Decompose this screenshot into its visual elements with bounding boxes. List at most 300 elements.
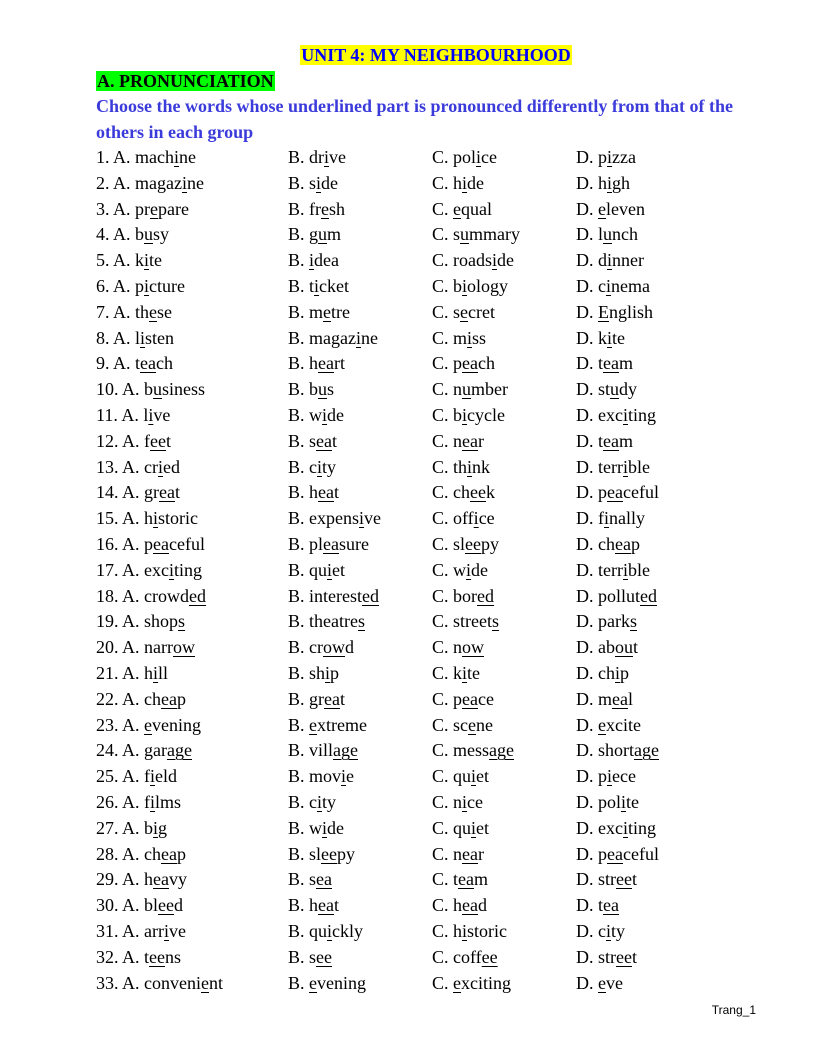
option-suffix: te — [149, 250, 163, 271]
option-suffix: gh — [612, 172, 631, 193]
option-suffix: ne — [179, 147, 197, 167]
option-prefix: B. m — [288, 301, 324, 322]
question-number: 32. — [96, 946, 123, 967]
option-prefix: B. b — [288, 379, 319, 400]
option-suffix: m — [618, 430, 633, 451]
underlined-part: s — [178, 611, 186, 632]
underlined-part: i — [462, 275, 468, 296]
option-d — [576, 377, 766, 403]
option-c — [432, 171, 576, 197]
underlined-part: i — [144, 275, 150, 296]
option-d — [576, 326, 766, 352]
option-b — [288, 635, 432, 661]
option-c — [432, 816, 576, 842]
underlined-part: i — [462, 920, 468, 941]
option-suffix: mmary — [469, 224, 521, 245]
question-row — [96, 661, 776, 687]
option-suffix: tre — [331, 301, 350, 322]
question-number: 4. — [96, 224, 114, 245]
option-prefix: B. s — [288, 172, 317, 193]
option-prefix: C. h — [432, 920, 463, 941]
underlined-part: i — [150, 791, 156, 812]
option-suffix: te — [467, 662, 481, 683]
option-prefix: D. p — [576, 843, 607, 864]
option-suffix: ting — [628, 404, 657, 425]
option-d — [576, 145, 766, 171]
underlined-part: i — [462, 791, 468, 812]
option-suffix: de — [497, 250, 515, 271]
option-d — [576, 687, 766, 713]
option-prefix: D. — [576, 198, 598, 219]
option-prefix: A. h — [122, 508, 154, 529]
option-a — [96, 584, 288, 610]
option-prefix: C. sc — [432, 714, 468, 735]
option-c — [432, 790, 576, 816]
option-suffix: mber — [471, 379, 508, 400]
underlined-part: ou — [615, 637, 633, 658]
option-suffix: qual — [461, 198, 493, 219]
option-suffix: t — [339, 688, 345, 709]
option-prefix: B. cr — [288, 637, 323, 658]
option-prefix: C. n — [432, 843, 463, 864]
option-b — [288, 687, 432, 713]
option-suffix: sy — [153, 224, 170, 245]
option-c — [432, 945, 576, 971]
option-suffix: ve — [169, 920, 187, 941]
option-a — [96, 687, 288, 713]
question-number: 30. — [96, 895, 123, 916]
underlined-part: ea — [612, 688, 628, 709]
option-b — [288, 480, 432, 506]
underlined-part: i — [471, 766, 477, 787]
option-c — [432, 248, 576, 274]
underlined-part: ea — [615, 533, 631, 554]
underlined-part: i — [466, 559, 472, 580]
underlined-part: i — [607, 766, 613, 787]
option-prefix: B. h — [288, 895, 319, 916]
underlined-part: e — [453, 198, 462, 219]
option-suffix: ckly — [332, 920, 364, 941]
option-a — [96, 971, 288, 997]
option-d — [576, 584, 766, 610]
option-suffix: ne — [476, 714, 493, 735]
underlined-part: i — [317, 456, 323, 477]
underlined-part: i — [140, 327, 146, 348]
option-d — [576, 429, 766, 455]
option-b — [288, 764, 432, 790]
option-a — [96, 790, 288, 816]
question-row — [96, 945, 776, 971]
option-suffix: m — [327, 224, 342, 245]
underlined-part: ea — [603, 895, 619, 916]
option-prefix: A. gar — [122, 740, 167, 761]
option-prefix: C. — [432, 198, 454, 219]
option-suffix: ne — [187, 172, 204, 193]
underlined-part: i — [359, 508, 365, 529]
option-prefix: D. park — [576, 611, 630, 632]
option-b — [288, 506, 432, 532]
option-prefix: C. m — [432, 327, 468, 348]
underlined-part: i — [615, 662, 621, 683]
option-suffix: ting — [628, 817, 657, 838]
option-d — [576, 248, 766, 274]
underlined-part: i — [174, 147, 180, 167]
option-a — [96, 532, 288, 558]
option-suffix: d — [478, 895, 487, 916]
option-b — [288, 222, 432, 248]
option-a — [96, 171, 288, 197]
option-prefix: D. terr — [576, 559, 623, 580]
underlined-part: ea — [159, 482, 175, 503]
option-prefix: B. w — [288, 404, 323, 425]
option-d — [576, 764, 766, 790]
option-prefix: D. t — [576, 430, 603, 451]
option-prefix: B. s — [288, 430, 317, 451]
option-prefix: B. sh — [288, 662, 326, 683]
option-prefix: C. ch — [432, 482, 470, 503]
option-prefix: B. s — [288, 869, 317, 890]
underlined-part: ea — [462, 688, 478, 709]
underlined-part: i — [322, 817, 328, 838]
option-prefix: A. f — [122, 791, 151, 812]
option-b — [288, 584, 432, 610]
option-prefix: B. — [288, 972, 310, 993]
question-number: 25. — [96, 766, 123, 787]
option-suffix: p — [630, 533, 640, 554]
option-prefix: C. h — [432, 895, 463, 916]
instruction-text: Choose the words whose underlined part is pronounced differently from that of the others in each group — [96, 96, 734, 142]
underlined-part: e — [309, 714, 318, 735]
question-number: 23. — [96, 714, 123, 735]
option-d — [576, 558, 766, 584]
option-prefix: C. street — [432, 611, 492, 632]
option-suffix: t — [334, 482, 340, 503]
option-prefix: C. w — [432, 559, 467, 580]
option-prefix: D. — [576, 972, 598, 993]
option-c — [432, 403, 576, 429]
question-row — [96, 248, 776, 274]
option-prefix: D. — [576, 714, 598, 735]
underlined-part: e — [453, 972, 462, 993]
underlined-part: i — [327, 559, 333, 580]
option-c — [432, 764, 576, 790]
option-c — [432, 197, 576, 223]
option-b — [288, 661, 432, 687]
section-heading: A. PRONUNCIATION — [97, 71, 274, 91]
option-suffix: ed — [163, 456, 181, 477]
option-suffix: ce — [467, 791, 484, 812]
question-number: 9. — [96, 353, 114, 374]
underlined-part: ed — [477, 585, 494, 606]
option-prefix: D. pol — [576, 791, 621, 812]
option-a — [96, 455, 288, 481]
option-prefix: D. p — [576, 147, 607, 167]
underlined-part: i — [169, 559, 175, 580]
option-prefix: D. d — [576, 250, 607, 271]
option-suffix: ble — [628, 456, 650, 477]
question-number: 6. — [96, 275, 114, 296]
question-number: 20. — [96, 637, 123, 658]
option-c — [432, 919, 576, 945]
option-b — [288, 300, 432, 326]
underlined-part: i — [607, 250, 613, 271]
worksheet-page — [96, 42, 776, 996]
option-prefix: A. narr — [122, 637, 173, 658]
option-suffix: se — [157, 301, 173, 322]
option-prefix: B. pl — [288, 533, 324, 554]
option-suffix: storic — [158, 508, 199, 529]
question-row — [96, 532, 776, 558]
option-prefix: B. c — [288, 791, 317, 812]
option-c — [432, 687, 576, 713]
option-prefix: C. pol — [432, 147, 477, 167]
option-suffix: ble — [628, 559, 650, 580]
option-a — [96, 945, 288, 971]
question-number: 22. — [96, 688, 123, 709]
question-number: 27. — [96, 817, 123, 838]
option-d — [576, 635, 766, 661]
underlined-part: ee — [316, 946, 332, 967]
option-suffix: de — [471, 559, 489, 580]
option-suffix: rt — [334, 353, 345, 374]
option-prefix: A. gr — [122, 482, 160, 503]
option-suffix: py — [481, 533, 499, 554]
option-prefix: B. w — [288, 817, 323, 838]
option-prefix: A. shop — [122, 611, 179, 632]
option-suffix: e — [346, 766, 355, 787]
option-a — [96, 145, 288, 171]
option-suffix: s — [327, 379, 335, 400]
option-prefix: A. exc — [122, 559, 169, 580]
option-suffix: ne — [361, 327, 378, 348]
question-row — [96, 738, 776, 764]
option-a — [96, 661, 288, 687]
question-row — [96, 558, 776, 584]
option-suffix: dea — [314, 250, 340, 271]
option-b — [288, 816, 432, 842]
question-number: 21. — [96, 662, 123, 683]
option-suffix: de — [467, 172, 485, 193]
option-prefix: A. t — [122, 946, 150, 967]
option-c — [432, 455, 576, 481]
option-prefix: A. ch — [122, 843, 162, 864]
question-row — [96, 893, 776, 919]
option-prefix: C. t — [432, 869, 459, 890]
underlined-part: ed — [362, 585, 379, 606]
option-suffix: ss — [472, 327, 487, 348]
option-prefix: D. p — [576, 482, 607, 503]
option-suffix: ty — [322, 791, 337, 812]
option-d — [576, 971, 766, 997]
option-suffix: ting — [174, 559, 203, 580]
option-suffix: d — [174, 895, 183, 916]
option-b — [288, 738, 432, 764]
option-suffix: nt — [209, 972, 224, 993]
question-number: 29. — [96, 869, 123, 890]
option-suffix: et — [476, 817, 490, 838]
underlined-part: i — [355, 327, 361, 348]
option-a — [96, 635, 288, 661]
option-prefix: C. n — [432, 637, 463, 658]
option-c — [432, 300, 576, 326]
option-prefix: B. sl — [288, 843, 322, 864]
option-prefix: C. b — [432, 404, 463, 425]
underlined-part: s — [492, 611, 500, 632]
underlined-part: ea — [161, 688, 177, 709]
option-suffix: ology — [467, 275, 509, 296]
option-suffix: l — [627, 688, 633, 709]
option-prefix: D. l — [576, 224, 603, 245]
underlined-part: e — [598, 714, 606, 735]
underlined-part: ea — [324, 688, 340, 709]
underlined-part: i — [604, 508, 610, 529]
option-suffix: nglish — [609, 301, 654, 322]
option-prefix: C. n — [432, 379, 463, 400]
option-prefix: B. s — [288, 946, 317, 967]
option-b — [288, 248, 432, 274]
question-number: 14. — [96, 482, 123, 503]
underlined-part: i — [606, 275, 612, 296]
underlined-part: ea — [462, 895, 478, 916]
option-a — [96, 609, 288, 635]
option-suffix: de — [327, 817, 345, 838]
underlined-part: age — [333, 740, 358, 761]
underlined-part: ea — [458, 869, 474, 890]
question-row — [96, 790, 776, 816]
question-number: 17. — [96, 559, 123, 580]
option-suffix: p — [177, 843, 186, 864]
option-prefix: C. qu — [432, 817, 472, 838]
option-prefix: C. s — [432, 224, 461, 245]
option-prefix: B. expens — [288, 508, 359, 529]
option-c — [432, 429, 576, 455]
option-prefix: D. t — [576, 895, 603, 916]
underlined-part: i — [322, 404, 328, 425]
underlined-part: ea — [607, 843, 623, 864]
option-a — [96, 713, 288, 739]
option-d — [576, 816, 766, 842]
option-a — [96, 222, 288, 248]
option-d — [576, 274, 766, 300]
underlined-part: ea — [153, 533, 169, 554]
question-number: 7. — [96, 301, 114, 322]
option-b — [288, 945, 432, 971]
question-number: 3. — [96, 198, 114, 219]
option-prefix: C. th — [432, 456, 468, 477]
underlined-part: e — [460, 301, 469, 322]
option-prefix: C. mess — [432, 740, 490, 761]
question-number: 26. — [96, 791, 123, 812]
option-prefix: B. g — [288, 224, 319, 245]
option-suffix: xtreme — [317, 714, 367, 735]
option-prefix: D. t — [576, 353, 603, 374]
question-row — [96, 351, 776, 377]
underlined-part: i — [158, 456, 164, 477]
option-c — [432, 351, 576, 377]
option-prefix: D. h — [576, 172, 607, 193]
option-d — [576, 661, 766, 687]
option-d — [576, 455, 766, 481]
underlined-part: age — [489, 740, 514, 761]
option-prefix: B. interest — [288, 585, 362, 606]
underlined-part: i — [622, 559, 628, 580]
option-a — [96, 377, 288, 403]
option-prefix: C. bor — [432, 585, 477, 606]
option-prefix: D. short — [576, 740, 634, 761]
underlined-part: ea — [607, 482, 623, 503]
option-prefix: A. ch — [122, 688, 162, 709]
option-prefix: D. exc — [576, 817, 623, 838]
option-prefix: D. str — [576, 869, 616, 890]
question-number: 15. — [96, 508, 123, 529]
option-prefix: D. ch — [576, 662, 615, 683]
option-prefix: D. str — [576, 946, 616, 967]
option-prefix: D. ch — [576, 533, 615, 554]
option-b — [288, 377, 432, 403]
option-suffix: vening — [152, 714, 202, 735]
option-a — [96, 480, 288, 506]
underlined-part: i — [325, 662, 331, 683]
question-row — [96, 222, 776, 248]
underlined-part: ea — [316, 430, 332, 451]
underlined-part: i — [148, 404, 154, 425]
option-suffix: vy — [169, 869, 187, 890]
option-prefix: C. — [432, 972, 454, 993]
title-line — [96, 42, 776, 68]
option-prefix: A. p — [122, 533, 154, 554]
underlined-part: i — [607, 172, 613, 193]
option-d — [576, 197, 766, 223]
option-suffix: de — [327, 404, 345, 425]
option-prefix: C. h — [432, 172, 463, 193]
option-suffix: py — [337, 843, 355, 864]
question-row — [96, 403, 776, 429]
option-prefix: A. b — [122, 817, 154, 838]
option-suffix: m — [474, 869, 489, 890]
option-b — [288, 532, 432, 558]
option-suffix: k — [485, 482, 495, 503]
option-b — [288, 609, 432, 635]
option-a — [96, 558, 288, 584]
option-prefix: D. ab — [576, 637, 615, 658]
option-suffix: ve — [364, 508, 382, 529]
option-d — [576, 842, 766, 868]
question-number: 5. — [96, 250, 114, 271]
question-number: 19. — [96, 611, 123, 632]
option-prefix: C. b — [432, 275, 463, 296]
option-prefix: D. k — [576, 327, 607, 348]
question-number: 12. — [96, 430, 123, 451]
option-c — [432, 480, 576, 506]
option-suffix: nch — [612, 224, 638, 245]
option-a — [96, 326, 288, 352]
option-prefix: A. th — [113, 301, 150, 322]
option-b — [288, 867, 432, 893]
question-row — [96, 429, 776, 455]
option-b — [288, 403, 432, 429]
option-c — [432, 326, 576, 352]
underlined-part: i — [317, 791, 323, 812]
underlined-part: i — [476, 147, 482, 167]
question-number: 18. — [96, 585, 123, 606]
underlined-part: s — [629, 611, 637, 632]
option-a — [96, 893, 288, 919]
underlined-part: i — [309, 250, 315, 271]
question-number: 24. — [96, 740, 123, 761]
option-prefix: A. — [122, 714, 145, 735]
underlined-part: ea — [603, 430, 619, 451]
question-number: 28. — [96, 843, 123, 864]
